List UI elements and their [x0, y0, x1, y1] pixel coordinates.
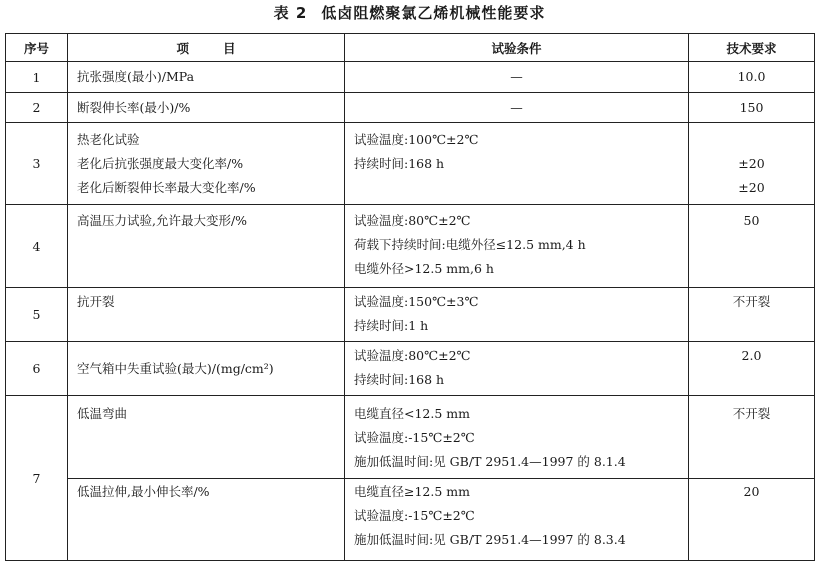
row-number: 2 — [6, 93, 68, 123]
condition-cell: 电缆直径<12.5 mm 试验温度:-15℃±2℃ 施加低温时间:见 GB/T 2951.4—1997 的 8.1.4 — [345, 396, 689, 479]
condition-cell: 试验温度:80℃±2℃ 持续时间:168 h — [345, 342, 689, 396]
item-cell: 抗开裂 — [68, 288, 345, 342]
condition-cell: 试验温度:80℃±2℃ 荷载下持续时间:电缆外径≤12.5 mm,4 h 电缆外径>12.5 mm,6 h — [345, 205, 689, 288]
row-number: 1 — [6, 62, 68, 93]
table-row — [6, 205, 815, 288]
requirement-cell: ±20 ±20 — [689, 123, 815, 205]
header-condition: 试验条件 — [345, 34, 689, 62]
requirement-cell: 150 — [689, 93, 815, 123]
row-number: 7 — [6, 396, 68, 561]
requirement-cell: 2.0 — [689, 342, 815, 396]
row-number: 3 — [6, 123, 68, 205]
condition-cell: 试验温度:150℃±3℃ 持续时间:1 h — [345, 288, 689, 342]
item-cell: 高温压力试验,允许最大变形/% — [68, 205, 345, 288]
condition-cell: — — [345, 62, 689, 93]
header-item-b: 目 — [223, 40, 236, 56]
table-row — [6, 93, 815, 123]
table-number: 表 2 — [273, 4, 308, 22]
header-requirement: 技术要求 — [689, 34, 815, 62]
table-row — [6, 396, 815, 479]
table-row — [6, 479, 815, 561]
table-title — [0, 2, 819, 23]
condition-cell: 试验温度:100℃±2℃ 持续时间:168 h — [345, 123, 689, 205]
header-seq: 序号 — [6, 34, 68, 62]
header-item — [68, 34, 345, 62]
requirement-cell: 50 — [689, 205, 815, 288]
table-caption: 低卤阻燃聚氯乙烯机械性能要求 — [321, 4, 546, 22]
requirement-cell: 10.0 — [689, 62, 815, 93]
condition-cell: 电缆直径≥12.5 mm 试验温度:-15℃±2℃ 施加低温时间:见 GB/T 2951.4—1997 的 8.3.4 — [345, 479, 689, 561]
table-row — [6, 62, 815, 93]
requirement-cell: 20 — [689, 479, 815, 561]
table-row — [6, 123, 815, 205]
row-number: 6 — [6, 342, 68, 396]
item-cell: 空气箱中失重试验(最大)/(mg/cm²) — [68, 342, 345, 396]
requirement-cell: 不开裂 — [689, 288, 815, 342]
header-item-a: 项 — [176, 40, 189, 56]
item-cell: 低温弯曲 — [68, 396, 345, 479]
condition-cell: — — [345, 93, 689, 123]
item-cell: 抗张强度(最小)/MPa — [68, 62, 345, 93]
table-row — [6, 288, 815, 342]
header-row — [6, 34, 815, 62]
table-row — [6, 342, 815, 396]
requirement-cell: 不开裂 — [689, 396, 815, 479]
requirements-table — [5, 33, 815, 561]
item-cell: 断裂伸长率(最小)/% — [68, 93, 345, 123]
item-cell: 热老化试验 老化后抗张强度最大变化率/% 老化后断裂伸长率最大变化率/% — [68, 123, 345, 205]
row-number: 5 — [6, 288, 68, 342]
item-cell: 低温拉伸,最小伸长率/% — [68, 479, 345, 561]
row-number: 4 — [6, 205, 68, 288]
